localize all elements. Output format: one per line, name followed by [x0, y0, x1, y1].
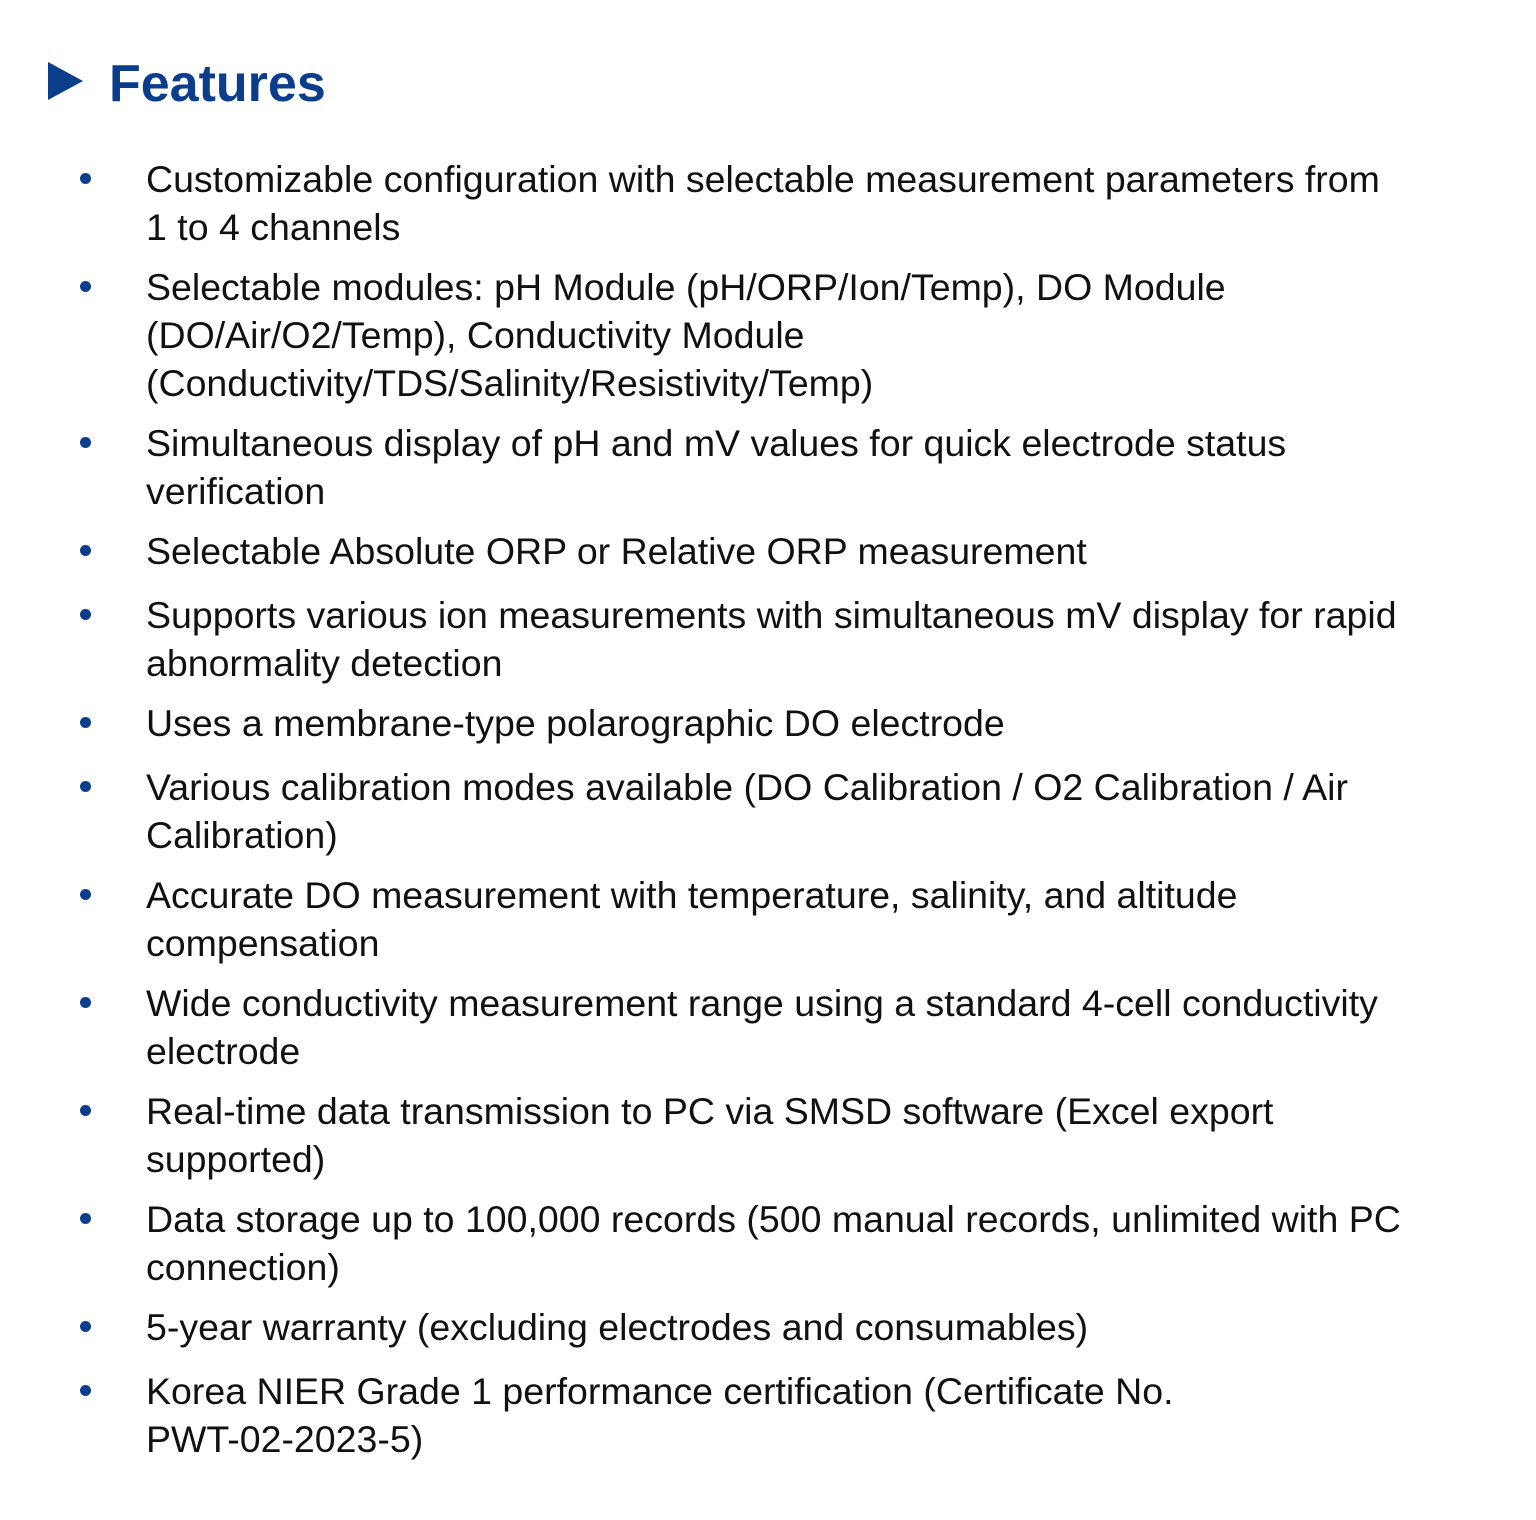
- bullet-icon: [80, 1105, 91, 1116]
- feature-text: Korea NIER Grade 1 performance certification (Certificate No. PWT-02-2023-5): [146, 1370, 1174, 1460]
- feature-text: Various calibration modes available (DO Calibration / O2 Calibration / Air Calibration): [146, 766, 1348, 856]
- bullet-icon: [80, 889, 91, 900]
- bullet-icon: [80, 1385, 91, 1396]
- feature-text: Supports various ion measurements with simultaneous mV display for rapid abnormality detection: [146, 594, 1397, 684]
- bullet-icon: [80, 609, 91, 620]
- feature-text: Uses a membrane-type polarographic DO electrode: [146, 702, 1005, 744]
- bullet-icon: [80, 545, 91, 556]
- feature-text: Simultaneous display of pH and mV values for quick electrode status verification: [146, 422, 1287, 512]
- feature-text: Accurate DO measurement with temperature, salinity, and altitude compensation: [146, 874, 1238, 964]
- bullet-icon: [80, 173, 91, 184]
- bullet-icon: [80, 281, 91, 292]
- bullet-icon: [80, 1321, 91, 1332]
- feature-text: Data storage up to 100,000 records (500 manual records, unlimited with PC connection): [146, 1198, 1401, 1288]
- bullet-icon: [80, 717, 91, 728]
- bullet-icon: [80, 437, 91, 448]
- bullet-icon: [80, 1213, 91, 1224]
- section-title: Features: [109, 55, 326, 113]
- feature-text: Customizable configuration with selectable measurement parameters from 1 to 4 channels: [146, 158, 1380, 248]
- feature-text: Real-time data transmission to PC via SMSD software (Excel export supported): [146, 1090, 1274, 1180]
- feature-text: Selectable modules: pH Module (pH/ORP/Ion/Temp), DO Module (DO/Air/O2/Temp), Conductivity Module (Conductivity/TDS/Salinity/Resistivity/Temp): [146, 266, 1226, 404]
- feature-text: Wide conductivity measurement range using a standard 4-cell conductivity electrode: [146, 982, 1378, 1072]
- feature-text: 5-year warranty (excluding electrodes and consumables): [146, 1306, 1089, 1348]
- bullet-icon: [80, 997, 91, 1008]
- feature-text: Selectable Absolute ORP or Relative ORP measurement: [146, 530, 1087, 572]
- bullet-icon: [80, 781, 91, 792]
